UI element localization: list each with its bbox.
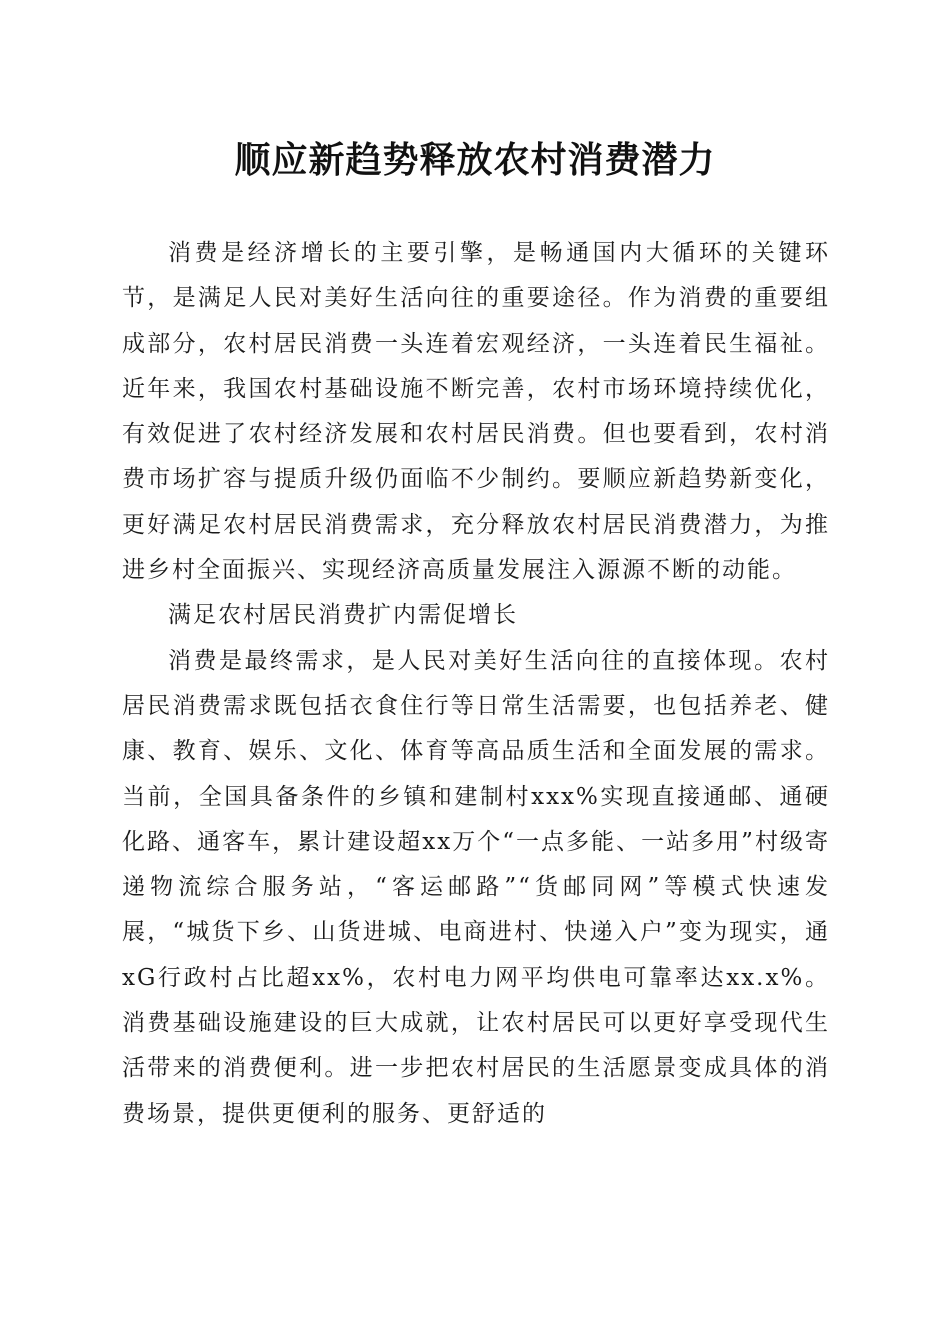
document-body (122, 231, 830, 1137)
paragraph-consumption: 消费是最终需求，是人民对美好生活向往的直接体现。农村居民消费需求既包括衣食住行等日常生活需要，也包括养老、健康、教育、娱乐、文化、体育等高品质生活和全面发展的需求。当前，全国具备条件的乡镇和建制村xxx%实现直接通邮、通硬化路、通客车，累计建设超xx万个“一点多能、一站多用”村级寄递物流综合服务站，“客运邮路”“货邮同网”等模式快速发展，“城货下乡、山货进城、电商进村、快递入户”变为现实，通xG行政村占比超xx%，农村电力网平均供电可靠率达xx.x%。消费基础设施建设的巨大成就，让农村居民可以更好享受现代生活带来的消费便利。进一步把农村居民的生活愿景变成具体的消费场景，提供更便利的服务、更舒适的 (122, 647, 830, 1127)
document-title: 顺应新趋势释放农村消费潜力 (234, 139, 716, 181)
section-heading: 满足农村居民消费扩内需促增长 (168, 602, 518, 629)
paragraph-intro: 消费是经济增长的主要引擎，是畅通国内大循环的关键环节，是满足人民对美好生活向往的重要途径。作为消费的重要组成部分，农村居民消费一头连着宏观经济，一头连着民生福祉。近年来，我国农村基础设施不断完善，农村市场环境持续优化，有效促进了农村经济发展和农村居民消费。但也要看到，农村消费市场扩容与提质升级仍面临不少制约。要顺应新趋势新变化，更好满足农村居民消费需求，充分释放农村居民消费潜力，为推进乡村全面振兴、实现经济高质量发展注入源源不断的动能。 (122, 240, 830, 584)
